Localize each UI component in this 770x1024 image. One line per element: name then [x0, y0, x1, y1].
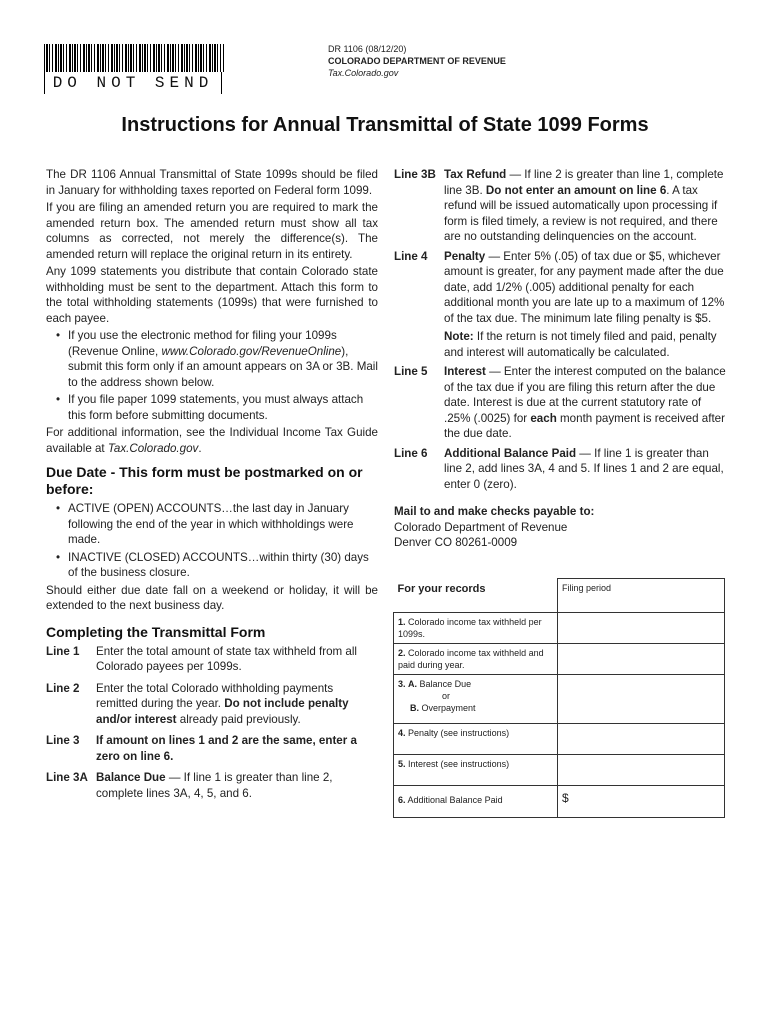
due-date-heading: Due Date - This form must be postmarked on or before:: [46, 464, 363, 497]
table-row: 6. Additional Balance Paid $: [394, 785, 725, 817]
table-row: 4. Penalty (see instructions): [394, 723, 725, 754]
field-line-4[interactable]: [558, 723, 725, 754]
list-item: • If you file paper 1099 statements, you must always attach this form before submitting documents.: [46, 392, 378, 423]
list-item: • ACTIVE (OPEN) ACCOUNTS…the last day in January following the end of the year in which withholdings were made.: [46, 501, 378, 548]
mail-heading: Mail to and make checks payable to:: [394, 505, 595, 518]
due-date-note: Should either due date fall on a weekend or holiday, it will be extended to the next business day.: [46, 583, 378, 612]
line-3-instruction: Line 3 If amount on lines 1 and 2 are the same, enter a zero on line 6.: [46, 734, 357, 763]
table-row: 3. A. Balance Due or B. Overpayment: [394, 674, 725, 723]
department-name: COLORADO DEPARTMENT OF REVENUE: [328, 56, 506, 66]
records-header-row: [394, 579, 725, 613]
filing-period-label: Filing period: [558, 579, 725, 613]
line-5-instruction: Line 5 Interest — Enter the interest computed on the balance of the tax due if you are filing this return after the due date. Interest is due at the current statutory rate of .25% (.0025) for each month payment is received after the due date.: [394, 365, 726, 440]
line-2-instruction: Line 2 Enter the total Colorado withholding payments remitted during the year. Do not include penalty and/or interest already paid previously.: [46, 681, 349, 726]
mail-address: Denver CO 80261-0009: [394, 536, 518, 549]
left-column: [46, 167, 378, 807]
form-header: [328, 43, 506, 79]
field-line-2[interactable]: [558, 643, 725, 674]
completing-heading: Completing the Transmittal Form: [46, 623, 266, 640]
table-row: 2. Colorado income tax withheld and paid during year.: [394, 643, 725, 674]
mail-name: Colorado Department of Revenue: [394, 520, 568, 534]
line-3a-instruction: Line 3A Balance Due — If line 1 is greater than line 2, complete lines 3A, 4, 5, and 6.: [46, 771, 333, 800]
form-id: DR 1106 (08/12/20): [328, 44, 407, 54]
list-item: • If you use the electronic method for filing your 1099s (Revenue Online, www.Colorado.gov/RevenueOnline), submit this form only if an amount appears on 3A or 3B. Mail to the address shown below.: [46, 328, 378, 390]
mailing-address: [394, 504, 730, 551]
list-item: • INACTIVE (CLOSED) ACCOUNTS…within thirty (30) days of the business closure.: [46, 550, 378, 581]
field-line-6[interactable]: $: [558, 785, 725, 817]
field-line-1[interactable]: [558, 612, 725, 643]
records-heading: For your records: [394, 579, 558, 613]
due-date-list: [46, 501, 378, 581]
line-1-instruction: Line 1 Enter the total amount of state tax withheld from all Colorado payees per 1099s.: [46, 644, 357, 673]
field-line-3[interactable]: [558, 674, 725, 723]
line-6-instruction: Line 6 Additional Balance Paid — If line 1 is greater than line 2, add lines 3A, 4 and 5. If lines 1 and 2 are equal, enter 0 (zero).: [394, 446, 724, 491]
barcode: [44, 44, 224, 72]
page-title: Instructions for Annual Transmittal of State 1099 Forms: [121, 114, 649, 136]
guide-paragraph: For additional information, see the Individual Income Tax Guide available at Tax.Colorado.gov.: [46, 426, 378, 455]
table-row: 1. Colorado income tax withheld per 1099s.: [394, 612, 725, 643]
website: Tax.Colorado.gov: [328, 68, 399, 78]
line-instructions: [46, 644, 378, 802]
right-column: [394, 167, 730, 551]
table-row: 5. Interest (see instructions): [394, 754, 725, 785]
penalty-note: Note: If the return is not timely filed and paid, penalty and interest will automatically be calculated.: [444, 330, 717, 359]
do-not-send-label: DO NOT SEND: [44, 72, 222, 94]
attach-paragraph: Any 1099 statements you distribute that contain Colorado state withholding must be sent to the department. Attach this form to the total withholding statements (1099s) that were furnished to each payee.: [46, 265, 378, 325]
filing-method-list: [46, 328, 378, 423]
field-line-5[interactable]: [558, 754, 725, 785]
amended-paragraph: If you are filing an amended return you are required to mark the amended return box. The amended return must show all tax columns as corrected, not merely the difference(s). The amended return will replace the original return in its entirety.: [46, 201, 378, 261]
records-table: [393, 578, 725, 818]
line-4-instruction: Line 4 Penalty — Enter 5% (.05) of tax due or $5, whichever amount is greater, for any payment made after the due date, add 1/2% (.005) additional penalty for each additional month you are late up to a maximum of 12% of the tax due. The minimum late filing penalty is $5.: [394, 249, 725, 325]
intro-paragraph: The DR 1106 Annual Transmittal of State 1099s should be filed in January for withholding taxes reported on Federal form 1099.: [46, 168, 378, 197]
line-3b-instruction: Line 3B Tax Refund — If line 2 is greater than line 1, complete line 3B. Do not enter an amount on line 6. A tax refund will be issued automatically upon processing if form is filed timely, a review is not required, and there are no outstanding delinquencies on the account.: [394, 168, 724, 243]
